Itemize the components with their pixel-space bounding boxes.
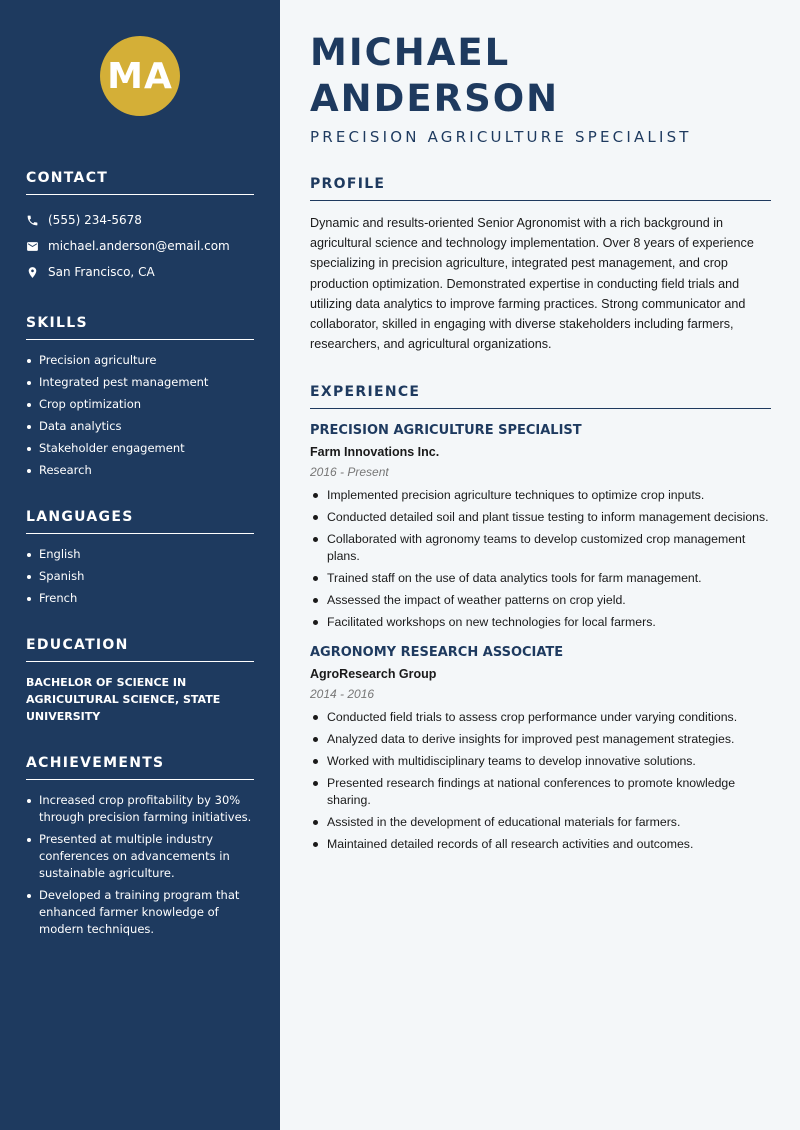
contact-location	[26, 259, 254, 285]
phone-icon	[26, 214, 39, 227]
email-text: michael.anderson@email.com	[48, 239, 230, 253]
job-dates: 2014 - 2016	[310, 687, 375, 702]
job-entry	[310, 645, 771, 853]
list-item: Analyzed data to derive insights for improved pest management strategies.	[310, 731, 771, 748]
experience-heading: EXPERIENCE	[310, 384, 771, 409]
job-company: AgroResearch Group	[310, 667, 437, 682]
job-company: Farm Innovations Inc.	[310, 445, 440, 460]
languages-section	[26, 509, 254, 607]
candidate-name: MICHAEL ANDERSON	[310, 31, 560, 120]
list-item: Increased crop profitability by 30% through precision farming initiatives.	[26, 792, 254, 826]
list-item: Collaborated with agronomy teams to develop customized crop management plans.	[310, 531, 771, 565]
education-heading: EDUCATION	[26, 637, 254, 662]
list-item: French	[26, 590, 254, 607]
achievements-heading: ACHIEVEMENTS	[26, 755, 254, 780]
experience-section	[310, 384, 771, 853]
list-item: English	[26, 546, 254, 563]
job-entry	[310, 423, 771, 631]
job-role: PRECISION AGRICULTURE SPECIALIST	[310, 423, 582, 439]
achievements-list	[26, 792, 254, 938]
list-item: Presented at multiple industry conferences on advancements in sustainable agriculture.	[26, 831, 254, 882]
list-item: Presented research findings at national conferences to promote knowledge sharing.	[310, 775, 771, 809]
languages-heading: LANGUAGES	[26, 509, 254, 534]
profile-section	[310, 176, 771, 354]
location-pin-icon	[26, 266, 39, 279]
list-item: Conducted detailed soil and plant tissue testing to inform management decisions.	[310, 509, 771, 526]
phone-text: (555) 234-5678	[48, 213, 142, 227]
location-text: San Francisco, CA	[48, 265, 155, 279]
list-item: Crop optimization	[26, 396, 254, 413]
contact-section	[26, 170, 254, 285]
sidebar	[0, 0, 280, 1130]
education-degree: BACHELOR OF SCIENCE IN AGRICULTURAL SCIENCE, STATE UNIVERSITY	[26, 676, 221, 723]
list-item: Trained staff on the use of data analytics tools for farm management.	[310, 570, 771, 587]
achievements-section	[26, 755, 254, 938]
skills-heading: SKILLS	[26, 315, 254, 340]
education-section	[26, 637, 254, 725]
list-item: Research	[26, 462, 254, 479]
avatar-initials: MA	[107, 55, 173, 97]
languages-list	[26, 546, 254, 607]
candidate-title: PRECISION AGRICULTURE SPECIALIST	[310, 128, 692, 146]
list-item: Stakeholder engagement	[26, 440, 254, 457]
list-item: Facilitated workshops on new technologies for local farmers.	[310, 614, 771, 631]
skills-section	[26, 315, 254, 479]
list-item: Worked with multidisciplinary teams to develop innovative solutions.	[310, 753, 771, 770]
job-role: AGRONOMY RESEARCH ASSOCIATE	[310, 645, 564, 661]
profile-heading: PROFILE	[310, 176, 771, 201]
list-item: Implemented precision agriculture techniques to optimize crop inputs.	[310, 487, 771, 504]
job-bullets	[310, 709, 771, 853]
contact-phone	[26, 207, 254, 233]
avatar	[100, 36, 180, 116]
contact-heading: CONTACT	[26, 170, 254, 195]
list-item: Assisted in the development of educational materials for farmers.	[310, 814, 771, 831]
job-dates: 2016 - Present	[310, 465, 389, 480]
list-item: Conducted field trials to assess crop performance under varying conditions.	[310, 709, 771, 726]
contact-email	[26, 233, 254, 259]
main-content	[310, 30, 771, 858]
list-item: Integrated pest management	[26, 374, 254, 391]
list-item: Developed a training program that enhanced farmer knowledge of modern techniques.	[26, 887, 254, 938]
list-item: Data analytics	[26, 418, 254, 435]
job-bullets	[310, 487, 771, 631]
list-item: Precision agriculture	[26, 352, 254, 369]
list-item: Assessed the impact of weather patterns on crop yield.	[310, 592, 771, 609]
list-item: Spanish	[26, 568, 254, 585]
email-icon	[26, 240, 39, 253]
skills-list	[26, 352, 254, 479]
profile-text: Dynamic and results-oriented Senior Agronomist with a rich background in agricultural science and technology implementation. Over 8 years of experience specializing in precision agriculture, integrated pest management, and crop production optimization. Demonstrated expertise in conducting field trials and utilizing data analytics to improve farming practices. Strong communicator and collaborator, skilled in engaging with diverse stakeholders including farmers, researchers, and agricultural organizations.	[310, 216, 754, 352]
list-item: Maintained detailed records of all research activities and outcomes.	[310, 836, 771, 853]
